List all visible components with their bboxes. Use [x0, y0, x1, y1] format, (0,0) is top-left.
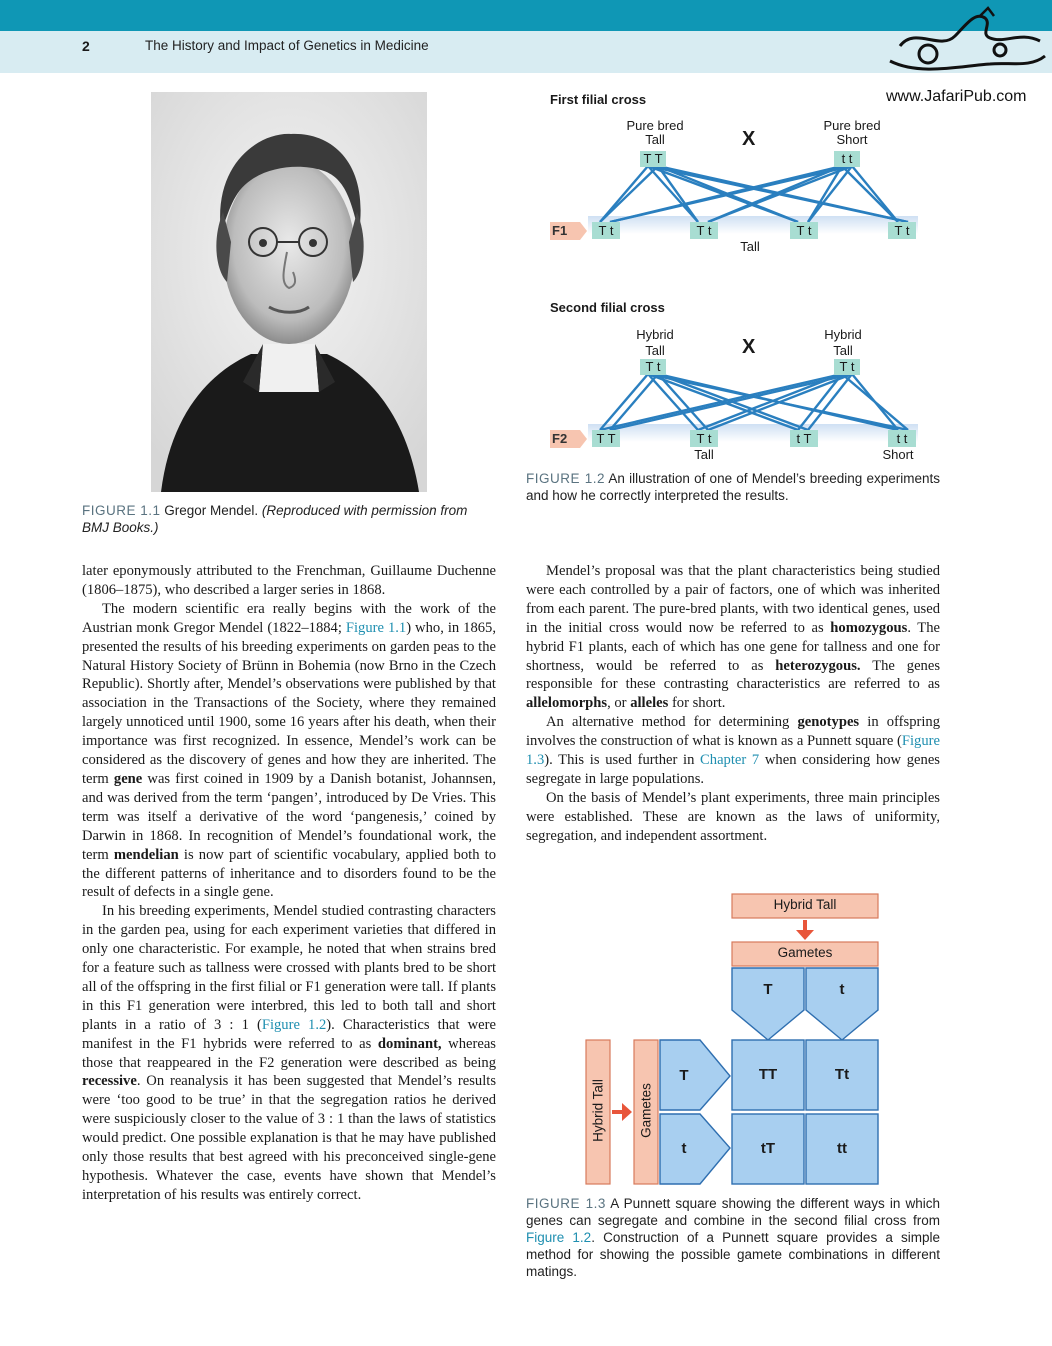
publisher-logo: [880, 6, 1050, 84]
parent-right-label: Pure bred Short: [823, 118, 881, 147]
figure-link[interactable]: Figure 1.2: [526, 1230, 592, 1245]
cross-symbol: X: [742, 128, 756, 150]
figure-label: FIGURE 1.1: [82, 503, 161, 518]
caption-credit: (Reproduced with permission from BMJ Books.): [82, 503, 468, 535]
offspring-genes: T t: [888, 222, 916, 239]
punnett-cell: tt: [837, 1140, 847, 1157]
caption-text: An illustration of one of Mendel’s breeding experiments and how he correctly interpreted the results.: [526, 471, 940, 503]
top-parent-label: Hybrid Tall: [773, 897, 837, 912]
offspring-genes: T t: [790, 222, 818, 239]
top-gametes-label: Gametes: [777, 945, 833, 960]
row-allele: t: [681, 1140, 687, 1157]
figure-1-3-caption: [526, 1195, 940, 1280]
second-filial-cross-title: Second filial cross: [550, 300, 665, 315]
cross-symbol: X: [742, 336, 756, 358]
figure-1-1-caption: [82, 502, 497, 536]
f2-short-label: Short: [882, 447, 914, 462]
caption-text: A Punnett square showing the different ways in which genes can segregate and combine in the second filial cross from: [526, 1196, 940, 1228]
punnett-cell: tT: [760, 1140, 776, 1157]
page-number: 2: [82, 38, 90, 54]
figure-1-2-caption: [526, 470, 940, 504]
offspring-genes: t T: [790, 430, 818, 447]
watermark-url: www.JafariPub.com: [886, 88, 1027, 105]
paragraph: The modern scientific era really begins with the work of the Austrian monk Gregor Mendel (1822–1884; Figure 1.1) who, in 1865, presented the results of his breeding experiments on garden peas to the Natural History Society of Brünn in Bohemia (now Brno in the Czech Republic). Shortly after, Mendel’s observations were published by that association in the Transactions of the Society, where they remained largely unnoticed until 1900, some 16 years after his death, when their importance was first recognized. In essence, Mendel’s work can be considered as the discovery of genes and how they are inherited. The term gene was first coined in 1909 by a Danish botanist, Johannsen, and was derived from the term ‘pangen’, introduced by De Vries. This term was itself a derivative of the word ‘pangenesis,’ coined by Darwin in 1868. In recognition of Mendel’s foundational work, the term mendelian is now part of scientific vocabulary, applied both to the different patterns of inheritance and to disorders found to be the result of defects in a single gene.: [82, 600, 496, 901]
paragraph: later eponymously attributed to the Frenchman, Guillaume Duchenne (1806–1875), who described a larger series in 1868.: [82, 563, 496, 598]
generation-label-f1: F1: [552, 223, 568, 238]
parent-left-genes: T T: [640, 151, 666, 167]
column-allele: T: [763, 981, 773, 998]
figure-1-3-punnett-square: [580, 890, 890, 1192]
parent-left-label: Pure bred Tall: [626, 118, 684, 147]
f2-tall-label: Tall: [694, 447, 714, 462]
caption-text: . Construction of a Punnett square provides a simple method for showing the possible gamete combinations in different matings.: [526, 1230, 940, 1279]
paragraph: Mendel’s proposal was that the plant characteristics being studied were each controlled by a pair of factors, one of which was inherited from each parent. The pure-bred plants, with two identical genes, used in the initial cross would now be referred to as homozygous. The hybrid F1 plants, each of which has one gene for tallness and one for shortness, would be referred to as heterozygous. The genes responsible for these contrasting characteristics are referred to as allelomorphs, or alleles for short.: [526, 563, 941, 712]
offspring-genes: T t: [690, 430, 718, 447]
side-parent-label: Hybrid Tall: [590, 1079, 606, 1142]
parent-right-genes: t t: [834, 151, 860, 167]
row-allele: T: [679, 1067, 689, 1084]
punnett-cell: Tt: [834, 1066, 850, 1083]
figure-label: FIGURE 1.3: [526, 1196, 606, 1211]
offspring-genes: T T: [592, 430, 620, 447]
figure-link[interactable]: Figure 1.3: [526, 733, 940, 769]
parent-left-label: Hybrid Tall: [636, 327, 674, 358]
figure-link[interactable]: Figure 1.1: [345, 619, 407, 636]
left-column-text: [82, 562, 496, 1205]
column-allele: t: [839, 981, 845, 998]
caption-text: Gregor Mendel.: [160, 503, 262, 518]
parent-left-genes: T t: [640, 359, 666, 375]
paragraph: On the basis of Mendel’s plant experiments, three main principles were established. These are known as the laws of uniformity, segregation, and independent assortment.: [526, 789, 940, 844]
offspring-genes: t t: [888, 430, 916, 447]
right-column-text: [526, 562, 940, 846]
gregor-mendel-portrait: [151, 92, 427, 492]
offspring-genes: T t: [690, 222, 718, 239]
offspring-genes: T t: [592, 222, 620, 239]
first-filial-cross-title: First filial cross: [550, 92, 647, 107]
parent-right-label: Hybrid Tall: [824, 327, 862, 358]
running-title: The History and Impact of Genetics in Medicine: [145, 38, 429, 53]
figure-1-2-diagram: [530, 88, 960, 468]
generation-label-f2: F2: [552, 431, 568, 446]
parent-right-genes: T t: [834, 359, 860, 375]
figure-link[interactable]: Figure 1.2: [261, 1016, 327, 1033]
f1-result-label: Tall: [740, 239, 760, 254]
punnett-cell: TT: [758, 1066, 778, 1083]
paragraph: An alternative method for determining genotypes in offspring involves the construction of what is known as a Punnett square (Figure 1.3). This is used further in Chapter 7 when considering how genes segregate in large populations.: [526, 714, 940, 787]
figure-label: FIGURE 1.2: [526, 471, 605, 486]
chapter-link[interactable]: Chapter 7: [700, 752, 760, 769]
side-gametes-label: Gametes: [638, 1083, 654, 1138]
paragraph: In his breeding experiments, Mendel studied contrasting characters in the garden pea, using for each experiment varieties that differed in only one characteristic. For example, he noted that when strains bred for a feature such as tallness were crossed with plants bred to be short all of the offspring in the first filial or F1 generation were tall. If plants in this F1 generation were interbred, this led to both tall and short plants in a ratio of 3 : 1 (Figure 1.2). Characteristics that were manifest in the F1 hybrids were referred to as dominant, whereas those that reappeared in the F2 generation were described as being recessive. On reanalysis it has been suggested that Mendel’s results were ‘too good to be true’ in that the segregation ratios he derived were suspiciously closer to the value of 3 : 1 than the laws of statistics would predict. One possible explanation is that he may have published only those results that best agreed with his preconceived single-gene hypothesis. Whatever the case, events have shown that Mendel’s interpretation of his results was entirely correct.: [82, 903, 496, 1203]
